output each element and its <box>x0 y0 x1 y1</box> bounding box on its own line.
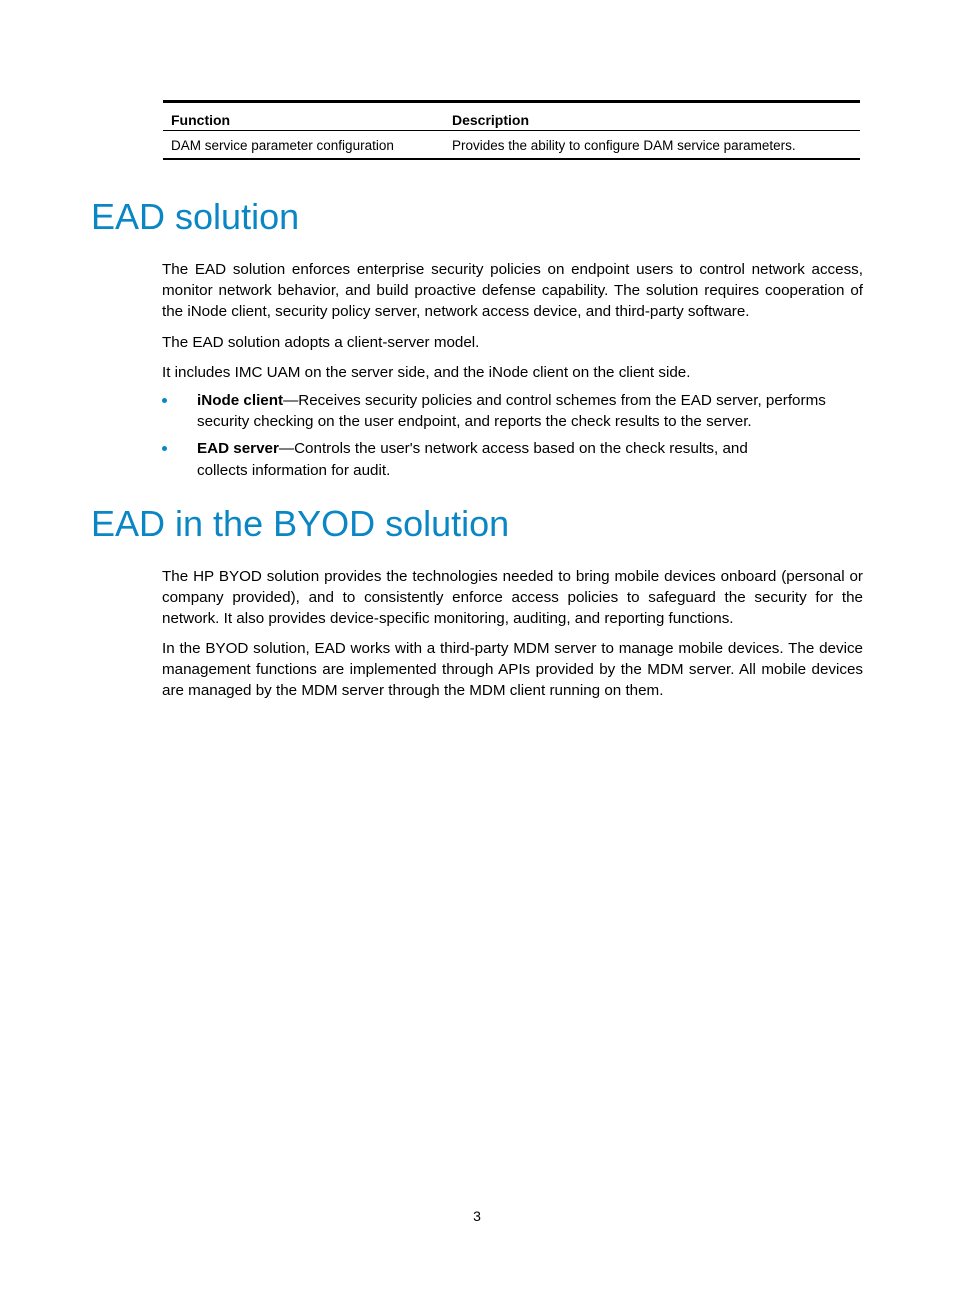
page-number: 3 <box>473 1208 481 1224</box>
paragraph: The EAD solution adopts a client-server model. <box>162 334 480 351</box>
bullet-text: —Receives security policies and control schemes from the EAD server, performs security checking on the user endpoint, and reports the check results to the server. <box>197 392 826 431</box>
table-cell-description: Provides the ability to configure DAM service parameters. <box>452 138 796 153</box>
table-row <box>163 131 860 160</box>
paragraph: It includes IMC UAM on the server side, and the iNode client on the client side. <box>162 364 691 381</box>
bullet-icon <box>162 398 167 403</box>
list-item <box>162 390 863 432</box>
table-header-row <box>163 102 860 131</box>
bullet-icon <box>162 446 167 451</box>
bullet-term: EAD server <box>197 440 279 458</box>
paragraph: The HP BYOD solution provides the technologies needed to bring mobile devices onboard (personal or company provided), and to consistently enforce access policies to safeguard the security for the network. It also provides device-specific monitoring, auditing, and reporting functions. <box>162 568 863 628</box>
function-table <box>163 100 860 160</box>
section-heading-ead-byod: EAD in the BYOD solution <box>91 503 510 544</box>
table-header-function: Function <box>171 112 231 128</box>
bullet-list <box>162 390 863 487</box>
section-heading-ead-solution: EAD solution <box>91 196 300 237</box>
paragraph: The EAD solution enforces enterprise security policies on endpoint users to control network access, monitor network behavior, and build proactive defense capability. The solution requires cooperation of the iNode client, security policy server, network access device, and third-party software. <box>162 261 863 321</box>
bullet-text: —Controls the user's network access based on the check results, and collects information for audit. <box>197 440 748 479</box>
table-cell-function: DAM service parameter configuration <box>171 138 394 153</box>
paragraph: In the BYOD solution, EAD works with a third-party MDM server to manage mobile devices. The device management functions are implemented through APIs provided by the MDM server. All mobile devices are managed by the MDM server through the MDM client running on them. <box>162 640 863 700</box>
bullet-term: iNode client <box>197 392 284 409</box>
list-item <box>162 438 863 480</box>
table-header-description: Description <box>452 112 530 128</box>
